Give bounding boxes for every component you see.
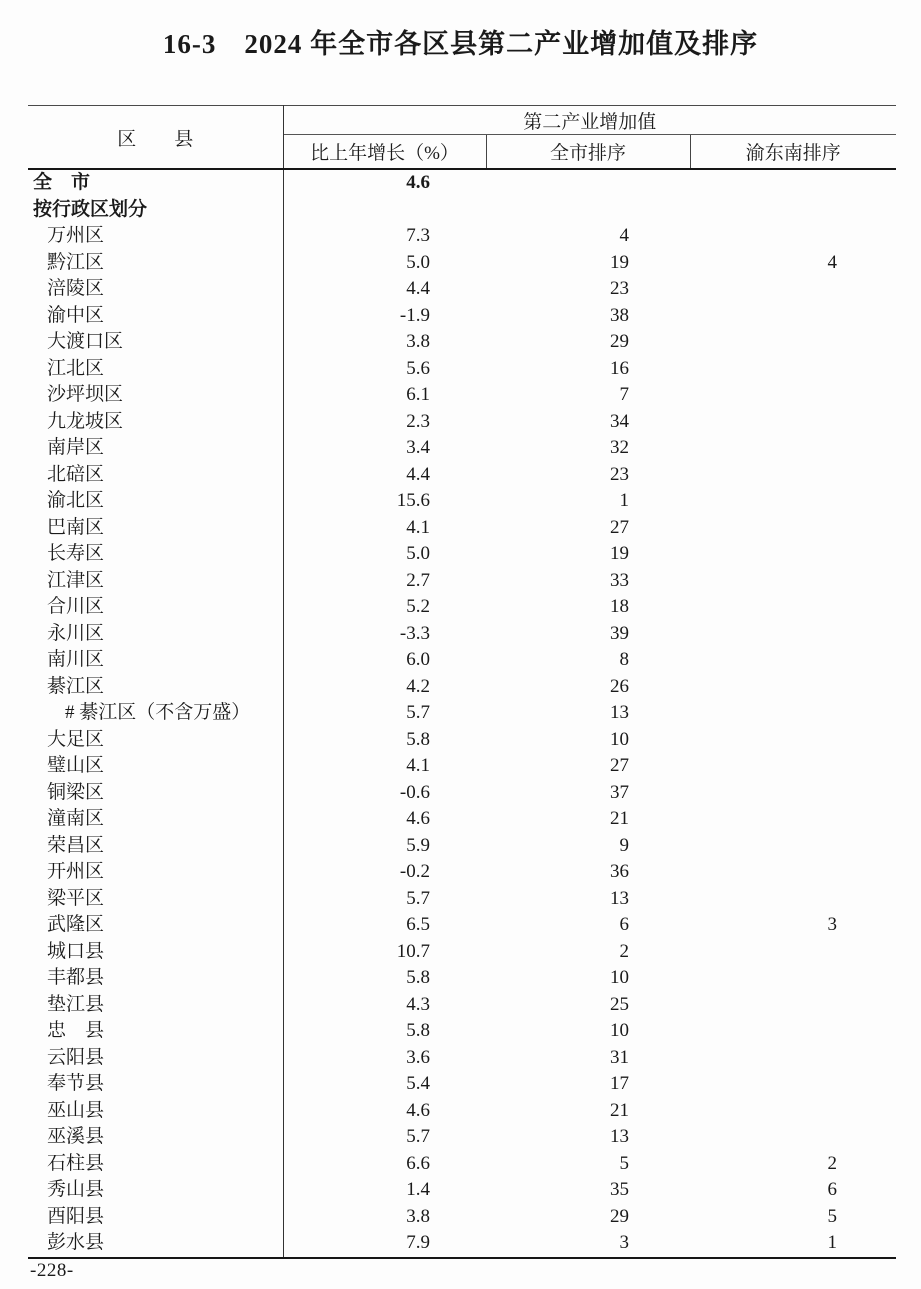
- city-rank-cell: 19: [610, 543, 629, 564]
- growth-cell: 5.6: [406, 357, 430, 379]
- se-rank-cell: [690, 329, 896, 356]
- se-rank-cell: 6: [827, 1179, 838, 1200]
- city-rank-cell: 27: [610, 516, 629, 538]
- growth-cell: 5.7: [406, 702, 430, 723]
- region-name-cell: 彭水县: [28, 1230, 283, 1258]
- growth-cell: [283, 197, 486, 224]
- city-rank-cell: 34: [610, 410, 629, 432]
- se-rank-cell: [690, 1098, 896, 1125]
- region-name-cell: 梁平区: [28, 886, 283, 913]
- se-rank-cell: 3: [827, 914, 838, 935]
- city-rank-cell: 29: [610, 1205, 629, 1227]
- se-rank-cell: [690, 939, 896, 966]
- table-row: [28, 1018, 896, 1045]
- region-name-cell: 忠 县: [28, 1018, 283, 1045]
- region-name-cell: 石柱县: [28, 1151, 283, 1178]
- table-row: [28, 647, 896, 674]
- se-rank-cell: [690, 515, 896, 542]
- region-name-cell: 垫江县: [28, 992, 283, 1019]
- table-row: [28, 674, 896, 701]
- table-row: [28, 462, 896, 489]
- region-name-cell: 武隆区: [28, 912, 283, 939]
- table-row: [28, 912, 896, 939]
- region-name-cell: 南川区: [28, 647, 283, 674]
- se-rank-cell: [690, 753, 896, 780]
- header-secondary-industry-group: 第二产业增加值: [283, 106, 896, 135]
- se-rank-cell: [690, 197, 896, 224]
- growth-cell: 3.6: [406, 1046, 430, 1068]
- city-rank-cell: 1: [619, 490, 629, 511]
- header-southeast-chongqing-rank: 渝东南排序: [690, 135, 896, 170]
- region-name-cell: 按行政区划分: [28, 197, 283, 224]
- table-row: [28, 250, 896, 277]
- se-rank-cell: [690, 886, 896, 913]
- growth-cell: 4.6: [406, 172, 430, 193]
- city-rank-cell: 3: [486, 1230, 690, 1258]
- se-rank-cell: [690, 1124, 896, 1151]
- growth-cell: 4.1: [406, 755, 430, 776]
- table-row: [28, 594, 896, 621]
- se-rank-cell: [690, 356, 896, 383]
- se-rank-cell: [690, 806, 896, 833]
- region-name-cell: 巫溪县: [28, 1124, 283, 1151]
- header-growth-over-previous-year: 比上年增长（%）: [283, 135, 486, 170]
- city-rank-cell: 21: [610, 808, 629, 829]
- table-row: [28, 515, 896, 542]
- growth-cell: 4.4: [406, 278, 430, 299]
- growth-cell: 3.4: [406, 437, 430, 458]
- table-row: [28, 303, 896, 330]
- se-rank-cell: [690, 223, 896, 250]
- table-row: [28, 1204, 896, 1231]
- region-name-cell: 秀山县: [28, 1177, 283, 1204]
- table-row: [28, 1124, 896, 1151]
- region-name-cell: 丰都县: [28, 965, 283, 992]
- table-row: [28, 568, 896, 595]
- city-rank-cell: 2: [619, 940, 629, 962]
- region-name-cell: 北碚区: [28, 462, 283, 489]
- se-rank-cell: 4: [827, 251, 838, 273]
- table-row: [28, 833, 896, 860]
- table-row: [28, 329, 896, 356]
- city-rank-cell: 37: [610, 781, 629, 803]
- table-row: [28, 169, 896, 197]
- growth-cell: 5.8: [406, 967, 430, 988]
- region-name-cell: 城口县: [28, 939, 283, 966]
- growth-cell: 5.2: [406, 596, 430, 617]
- city-rank-cell: 10: [610, 728, 629, 750]
- se-rank-cell: [690, 435, 896, 462]
- se-rank-cell: [690, 276, 896, 303]
- growth-cell: 5.0: [406, 251, 430, 273]
- city-rank-cell: 9: [619, 834, 629, 856]
- city-rank-cell: 39: [610, 622, 629, 644]
- se-rank-cell: 2: [827, 1152, 838, 1174]
- table-row: [28, 541, 896, 568]
- se-rank-cell: [690, 303, 896, 330]
- table-row: [28, 1151, 896, 1178]
- city-rank-cell: 31: [610, 1046, 629, 1068]
- region-name-cell: 云阳县: [28, 1045, 283, 1072]
- city-rank-cell: 19: [610, 251, 629, 273]
- se-rank-cell: [690, 594, 896, 621]
- region-name-cell: 涪陵区: [28, 276, 283, 303]
- region-name-cell: 南岸区: [28, 435, 283, 462]
- header-region-county: 区 县: [28, 106, 283, 170]
- growth-cell: 5.4: [406, 1073, 430, 1094]
- table-row: [28, 1098, 896, 1125]
- region-name-cell: 江北区: [28, 356, 283, 383]
- city-rank-cell: 36: [610, 861, 629, 882]
- table-row: [28, 1177, 896, 1204]
- growth-cell: -3.3: [399, 622, 430, 644]
- se-rank-cell: [690, 647, 896, 674]
- region-name-cell: 合川区: [28, 594, 283, 621]
- growth-cell: 3.8: [406, 331, 430, 352]
- table-row: [28, 886, 896, 913]
- growth-cell: 2.7: [406, 569, 430, 591]
- region-name-cell: 奉节县: [28, 1071, 283, 1098]
- growth-cell: 4.4: [406, 463, 430, 485]
- table-row: [28, 1230, 896, 1258]
- city-rank-cell: 10: [610, 1020, 629, 1041]
- growth-cell: 4.2: [406, 675, 430, 697]
- city-rank-cell: 29: [610, 331, 629, 352]
- se-rank-cell: [690, 488, 896, 515]
- table-row: [28, 621, 896, 648]
- region-name-cell: # 綦江区（不含万盛）: [28, 700, 283, 727]
- city-rank-cell: 16: [610, 357, 629, 379]
- city-rank-cell: 26: [610, 675, 629, 697]
- region-name-cell: 铜梁区: [28, 780, 283, 807]
- growth-cell: 6.1: [406, 384, 430, 405]
- table-row: [28, 356, 896, 383]
- city-rank-cell: 32: [610, 437, 629, 458]
- city-rank-cell: [486, 169, 690, 197]
- region-name-cell: 万州区: [28, 223, 283, 250]
- table-row: [28, 965, 896, 992]
- statistics-table-container: [28, 105, 897, 1259]
- growth-cell: 5.0: [406, 543, 430, 564]
- table-row: [28, 276, 896, 303]
- growth-cell: 1.4: [406, 1179, 430, 1200]
- table-row: [28, 382, 896, 409]
- statistics-table: [28, 105, 896, 1259]
- table-header: [28, 106, 896, 170]
- city-rank-cell: 8: [619, 649, 629, 670]
- region-name-cell: 黔江区: [28, 250, 283, 277]
- city-rank-cell: 17: [610, 1073, 629, 1094]
- se-rank-cell: [690, 1071, 896, 1098]
- city-rank-cell: 33: [610, 569, 629, 591]
- growth-cell: 10.7: [396, 940, 430, 962]
- region-name-cell: 沙坪坝区: [28, 382, 283, 409]
- region-name-cell: 綦江区: [28, 674, 283, 701]
- city-rank-cell: 38: [610, 304, 629, 326]
- se-rank-cell: [690, 965, 896, 992]
- table-row: [28, 859, 896, 886]
- table-body: [28, 169, 896, 1258]
- region-name-cell: 巫山县: [28, 1098, 283, 1125]
- region-name-cell: 江津区: [28, 568, 283, 595]
- table-row: [28, 488, 896, 515]
- se-rank-cell: [690, 169, 896, 197]
- se-rank-cell: [690, 409, 896, 436]
- city-rank-cell: 6: [619, 914, 629, 935]
- region-name-cell: 巴南区: [28, 515, 283, 542]
- se-rank-cell: [690, 382, 896, 409]
- table-row: [28, 780, 896, 807]
- region-name-cell: 全 市: [28, 169, 283, 197]
- growth-cell: 5.8: [406, 728, 430, 750]
- table-row: [28, 223, 896, 250]
- growth-cell: 6.5: [406, 914, 430, 935]
- se-rank-cell: [690, 700, 896, 727]
- region-name-cell: 大足区: [28, 727, 283, 754]
- se-rank-cell: [690, 780, 896, 807]
- region-name-cell: 渝中区: [28, 303, 283, 330]
- city-rank-cell: 35: [610, 1179, 629, 1200]
- table-row: [28, 727, 896, 754]
- se-rank-cell: [690, 1045, 896, 1072]
- table-row: [28, 992, 896, 1019]
- se-rank-cell: [690, 859, 896, 886]
- region-name-cell: 渝北区: [28, 488, 283, 515]
- table-row: [28, 700, 896, 727]
- page-title: 16-3 2024 年全市各区县第二产业增加值及排序: [162, 29, 759, 59]
- growth-cell: 5.7: [406, 1126, 430, 1147]
- table-row: [28, 197, 896, 224]
- region-name-cell: 永川区: [28, 621, 283, 648]
- se-rank-cell: [690, 674, 896, 701]
- region-name-cell: 璧山区: [28, 753, 283, 780]
- growth-cell: 15.6: [396, 490, 430, 511]
- growth-cell: 6.6: [406, 1152, 430, 1174]
- table-row: [28, 435, 896, 462]
- se-rank-cell: [690, 833, 896, 860]
- table-row: [28, 806, 896, 833]
- growth-cell: 4.3: [406, 993, 430, 1015]
- se-rank-cell: [690, 568, 896, 595]
- growth-cell: 6.0: [406, 649, 430, 670]
- growth-cell: -0.6: [399, 781, 430, 803]
- growth-cell: -0.2: [399, 861, 430, 882]
- city-rank-cell: 18: [610, 596, 629, 617]
- growth-cell: 7.3: [406, 225, 430, 246]
- se-rank-cell: [690, 621, 896, 648]
- growth-cell: 4.6: [406, 1099, 430, 1121]
- city-rank-cell: 13: [610, 1126, 629, 1147]
- table-row: [28, 1045, 896, 1072]
- city-rank-cell: 13: [610, 702, 629, 723]
- growth-cell: 2.3: [406, 410, 430, 432]
- region-name-cell: 长寿区: [28, 541, 283, 568]
- city-rank-cell: 4: [619, 225, 629, 246]
- city-rank-cell: 27: [610, 755, 629, 776]
- se-rank-cell: [690, 1018, 896, 1045]
- growth-cell: 5.7: [406, 887, 430, 909]
- header-citywide-rank: 全市排序: [486, 135, 690, 170]
- region-name-cell: 荣昌区: [28, 833, 283, 860]
- se-rank-cell: 5: [827, 1205, 838, 1227]
- growth-cell: 4.1: [406, 516, 430, 538]
- growth-cell: 3.8: [406, 1205, 430, 1227]
- city-rank-cell: 5: [619, 1152, 629, 1174]
- table-row: [28, 409, 896, 436]
- se-rank-cell: [690, 541, 896, 568]
- region-name-cell: 潼南区: [28, 806, 283, 833]
- city-rank-cell: [486, 197, 690, 224]
- growth-cell: 7.9: [283, 1230, 486, 1258]
- growth-cell: 4.6: [406, 808, 430, 829]
- city-rank-cell: 23: [610, 463, 629, 485]
- growth-cell: -1.9: [399, 304, 430, 326]
- region-name-cell: 酉阳县: [28, 1204, 283, 1231]
- city-rank-cell: 10: [610, 967, 629, 988]
- se-rank-cell: [690, 462, 896, 489]
- region-name-cell: 开州区: [28, 859, 283, 886]
- city-rank-cell: 25: [610, 993, 629, 1015]
- se-rank-cell: [690, 727, 896, 754]
- city-rank-cell: 23: [610, 278, 629, 299]
- growth-cell: 5.8: [406, 1020, 430, 1041]
- growth-cell: 5.9: [406, 834, 430, 856]
- table-row: [28, 753, 896, 780]
- city-rank-cell: 13: [610, 887, 629, 909]
- city-rank-cell: 7: [619, 384, 629, 405]
- se-rank-cell: [690, 992, 896, 1019]
- region-name-cell: 九龙坡区: [28, 409, 283, 436]
- se-rank-cell: 1: [690, 1230, 896, 1258]
- city-rank-cell: 21: [610, 1099, 629, 1121]
- table-row: [28, 1071, 896, 1098]
- table-row: [28, 939, 896, 966]
- region-name-cell: 大渡口区: [28, 329, 283, 356]
- page-number: -228-: [30, 1260, 74, 1281]
